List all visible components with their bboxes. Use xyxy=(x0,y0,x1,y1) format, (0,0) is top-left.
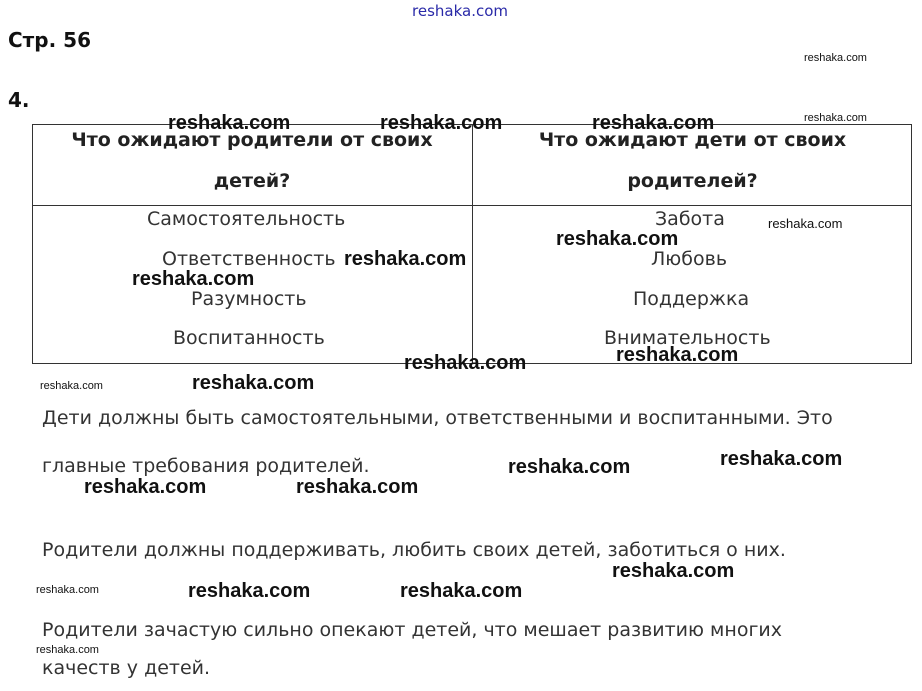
paragraph-1-line-2: главные требования родителей. xyxy=(42,455,370,477)
watermark: reshaka.com xyxy=(36,644,99,656)
paragraph-1-line-1: Дети должны быть самостоятельными, ответственными и воспитанными. Это xyxy=(42,407,833,429)
watermark: reshaka.com xyxy=(768,216,843,231)
site-watermark-top[interactable]: reshaka.com xyxy=(412,2,508,20)
watermark: reshaka.com xyxy=(804,112,867,124)
right-header-line2: родителей? xyxy=(627,170,758,192)
watermark: reshaka.com xyxy=(404,352,527,374)
paragraph-2: Родители должны поддерживать, любить своих детей, заботиться о них. xyxy=(42,539,786,561)
task-number: 4. xyxy=(8,88,30,112)
watermark: reshaka.com xyxy=(612,560,735,582)
left-item-2: Ответственность xyxy=(162,248,336,270)
table-column-divider xyxy=(472,124,473,364)
watermark: reshaka.com xyxy=(380,112,503,134)
right-item-2: Любовь xyxy=(651,248,728,270)
watermark: reshaka.com xyxy=(188,580,311,602)
left-item-3: Разумность xyxy=(191,288,307,310)
watermark: reshaka.com xyxy=(344,248,467,270)
right-item-1: Забота xyxy=(655,208,725,230)
watermark: reshaka.com xyxy=(132,268,255,290)
paragraph-3-line-1: Родители зачастую сильно опекают детей, что мешает развитию многих xyxy=(42,619,783,641)
watermark: reshaka.com xyxy=(400,580,523,602)
watermark: reshaka.com xyxy=(168,112,291,134)
watermark: reshaka.com xyxy=(616,344,739,366)
right-item-4: Внимательность xyxy=(604,327,771,349)
table-header-divider xyxy=(32,205,912,206)
left-header-line1: Что ожидают родители от своих xyxy=(71,129,433,151)
watermark: reshaka.com xyxy=(592,112,715,134)
right-header-line1: Что ожидают дети от своих xyxy=(538,129,847,151)
page-label: Стр. 56 xyxy=(8,28,91,52)
watermark: reshaka.com xyxy=(36,584,99,596)
watermark: reshaka.com xyxy=(84,476,207,498)
paragraph-3-line-2: качеств у детей. xyxy=(42,657,211,679)
watermark: reshaka.com xyxy=(508,456,631,478)
watermark: reshaka.com xyxy=(40,380,103,392)
left-item-1: Самостоятельность xyxy=(147,208,346,230)
watermark: reshaka.com xyxy=(804,52,867,64)
left-item-4: Воспитанность xyxy=(173,327,325,349)
watermark: reshaka.com xyxy=(192,372,315,394)
right-item-3: Поддержка xyxy=(633,288,750,310)
left-header-line2: детей? xyxy=(213,170,291,192)
watermark: reshaka.com xyxy=(556,228,679,250)
watermark: reshaka.com xyxy=(720,448,843,470)
watermark: reshaka.com xyxy=(296,476,419,498)
